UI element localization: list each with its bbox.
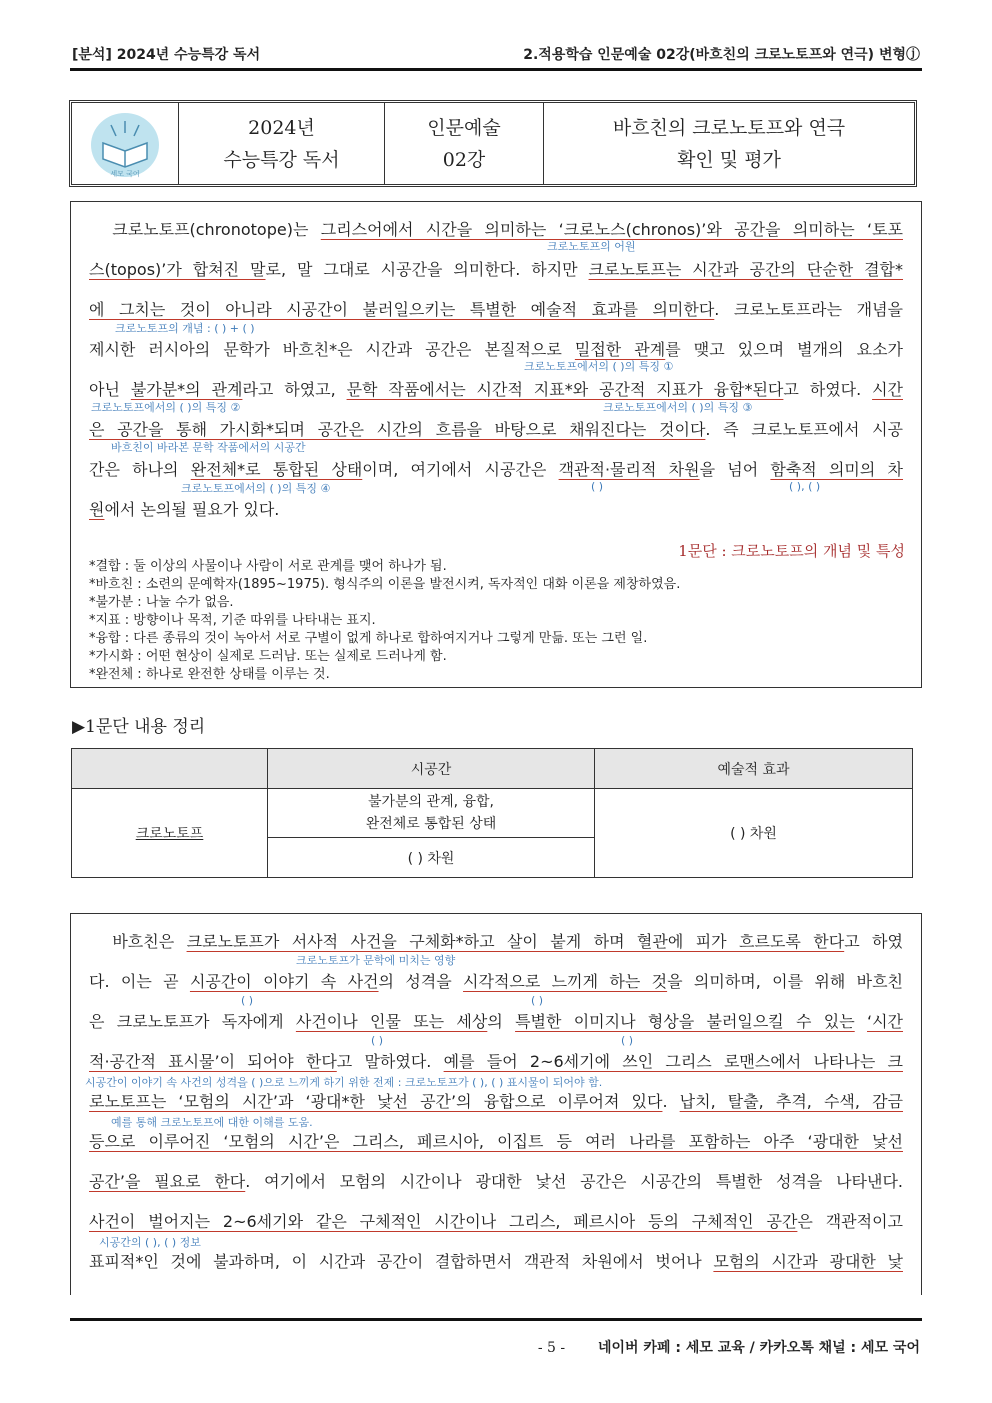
title-lesson: 02강 — [442, 148, 486, 171]
passage-text: . 크로노토프라는 개념을 — [714, 300, 903, 319]
definition-item: *가시화 : 어떤 현상이 실제로 드러남. 또는 실제로 드러나게 함. — [89, 649, 447, 664]
passage-text: 제시한 러시아의 문학가 바흐친*은 시간과 공간은 본질적으로 — [89, 340, 575, 359]
underlined-text: 객관적·물리적 차원 — [558, 460, 700, 479]
passage-text: 로, 말 그대로 시공간을 의미한다. 하지만 — [265, 260, 589, 279]
title-topic: 바흐친의 크로노토프와 연극 — [612, 116, 846, 139]
passage-text: 은 크로노토프가 독자에게 — [89, 1012, 296, 1031]
title-year: 2024년 — [248, 116, 315, 139]
footer-divider — [70, 1318, 922, 1321]
passage-line — [89, 1162, 903, 1202]
title-unit-cell — [385, 103, 544, 184]
passage-text: 크로노토프(chronotope)는 — [89, 220, 321, 239]
annotation: ( ) — [241, 994, 254, 1007]
underlined-text: 완전체*로 통합된 상태 — [190, 460, 363, 479]
footer — [538, 1337, 920, 1357]
passage-line — [89, 210, 903, 250]
page-number: - 5 - — [537, 1340, 566, 1356]
passage-line — [89, 330, 903, 370]
passage-text: 이며, 여기에서 시공간은 — [362, 460, 559, 479]
passage-text: 은 객관적이고 — [797, 1212, 904, 1231]
definition-item: *완전체 : 하나로 완전한 상태를 이루는 것. — [89, 667, 330, 682]
underlined-text: 크로노토프가 서사적 사건을 구체화*하고 살이 붙게 하며 혈관에 피가 흐르도록 한다 — [186, 932, 845, 951]
table-header-effect: 예술적 효과 — [595, 749, 913, 789]
annotation: 크로노토프에서의 ( )의 특징 ③ — [603, 401, 753, 414]
underlined-text: 에 그치는 것이 아니라 시공간이 불러일으키는 특별한 예술적 효과를 의미한다 — [89, 300, 715, 319]
paragraph-summary: 1문단 : 크로노토프의 개념 및 특성 — [678, 542, 905, 560]
definition-item: *지표 : 방향이나 목적, 기준 따위를 나타내는 표지. — [89, 613, 376, 628]
underlined-text: 특별한 이미지나 형상을 불러일으킬 수 있는 — [515, 1012, 855, 1031]
passage-1 — [70, 201, 922, 688]
header-divider — [70, 68, 922, 71]
underlined-text: 불가분*의 관계 — [130, 380, 243, 399]
title-box — [69, 100, 917, 187]
passage-text: 의 성격을 — [378, 972, 464, 991]
passage-text: 고 말하였다. — [336, 1052, 444, 1071]
passage-text: 고 하였 — [844, 932, 903, 951]
summary-table — [71, 748, 913, 878]
passage-text — [855, 1012, 867, 1031]
definitions — [89, 558, 680, 684]
annotation: 시공간의 ( ), ( ) 정보 — [99, 1236, 201, 1249]
table-cell-line: 완전체로 통합된 상태 — [365, 816, 497, 832]
annotation: 크로노토프의 개념 : ( ) + ( ) — [115, 322, 255, 335]
annotation: 크로노토프에서의 ( )의 특징 ④ — [181, 482, 331, 495]
table-row-label: 크로노토프 — [72, 789, 268, 878]
passage-text: . — [662, 1092, 680, 1111]
underlined-text: 함축적 의미의 차 — [770, 460, 904, 479]
underlined-text: 문학 작품에서는 시간적 지표*와 공간적 지표가 융합*된다 — [346, 380, 784, 399]
annotation: ( ) — [371, 1034, 384, 1047]
passage-text: 간은 하나의 — [89, 460, 191, 479]
passage-text: 의 — [487, 1012, 516, 1031]
annotation: 크로노토프에서의 ( )의 특징 ① — [524, 360, 674, 373]
annotation: 크로노토프에서의 ( )의 특징 ② — [91, 401, 241, 414]
passage-line — [89, 1242, 903, 1282]
passage-text: . 즉 크로노토프에서 시공 — [705, 420, 903, 439]
passage-text: 에서 논의될 필요가 있다. — [104, 500, 280, 519]
annotation: 시공간이 이야기 속 사건의 성격을 ( )으로 느끼게 하기 위한 전제 : 크로노토프가 ( ), ( ) 표시물이 되어야 함. — [85, 1076, 603, 1089]
annotation: 크로노토프의 어원 — [547, 240, 636, 253]
underlined-text: 로노토프는 ‘모험의 시간’과 ‘광대*한 낯선 공간’의 융합으로 이루어져 있다 — [89, 1092, 663, 1111]
table-header-spacetime: 시공간 — [268, 749, 595, 789]
underlined-text: 공간’을 필요로 한다 — [89, 1172, 246, 1191]
definition-item: *결합 : 둘 이상의 사물이나 사람이 서로 관계를 맺어 하나가 됨. — [89, 559, 447, 574]
passage-text: 아닌 — [89, 380, 131, 399]
underlined-text: 등으로 이루어진 ‘모험의 시간’은 그리스, 페르시아, 이집트 등 여러 나라를 포함하는 아주 ‘광대한 낯선 — [89, 1132, 903, 1151]
passage-line — [89, 1002, 903, 1042]
underlined-text: 은 공간을 통해 가시화*되며 공간은 시간의 흐름을 바탕으로 채워진다는 것이다 — [89, 420, 706, 439]
book-logo-icon — [83, 109, 167, 179]
logo-cell — [72, 103, 179, 184]
passage-line — [89, 490, 903, 530]
annotation: 바흐친이 바라본 문학 작품에서의 시공간 — [111, 441, 306, 454]
underlined-text: 시간 — [872, 380, 903, 399]
section-title: ▶1문단 내용 정리 — [72, 717, 206, 737]
underlined-text: 사건이 벌어지는 2~6세기와 같은 구체적인 시간이나 그리스, 페르시아 등의 구체적인 공간 — [89, 1212, 798, 1231]
title-topic-cell — [544, 103, 915, 184]
passage-line — [89, 250, 903, 290]
underlined-text: 원 — [89, 500, 105, 519]
passage-line — [89, 922, 903, 962]
table-cell-effect-blank: ( ) 차원 — [595, 789, 913, 878]
passage-text: 를 맺고 있으며 별개의 요소가 — [665, 340, 903, 359]
underlined-text: 적·공간적 표시물’이 되어야 한다 — [89, 1052, 337, 1071]
passage-text: 을 넘어 — [699, 460, 771, 479]
title-subtitle: 확인 및 평가 — [677, 148, 781, 171]
annotation: 예를 통해 크로노토프에 대한 이해를 도움. — [111, 1116, 313, 1129]
underlined-text: 밀접한 관계 — [574, 340, 666, 359]
underlined-text: 예를 들어 2~6세기에 쓰인 그리스 로맨스에서 나타나는 크 — [443, 1052, 903, 1071]
underlined-text: 크로노토프는 시간과 공간의 단순한 결합* — [588, 260, 904, 279]
passage-text: 라고 하였고, — [242, 380, 347, 399]
table-cell-line: 불가분의 관계, 융합, — [368, 794, 494, 810]
annotation: ( ) — [621, 1034, 634, 1047]
underlined-text: 사건이나 인물 또는 세상 — [295, 1012, 488, 1031]
annotation: ( ), ( ) — [789, 480, 821, 493]
underlined-text: 시공간이 이야기 속 사건 — [189, 972, 379, 991]
title-book: 수능특강 독서 — [223, 148, 340, 171]
annotation: ( ) — [531, 994, 544, 1007]
passage-text: 을 의미하며, 이를 위해 바흐친 — [667, 972, 904, 991]
underlined-text: 모험의 시간과 광대한 낯 — [713, 1252, 903, 1271]
annotation: 크로노토프가 문학에 미치는 영향 — [296, 954, 456, 967]
header-left-title: [분석] 2024년 수능특강 독서 — [72, 47, 261, 63]
table-corner — [72, 749, 268, 789]
passage-text: 바흐친은 — [89, 932, 187, 951]
definition-item: *융합 : 다른 종류의 것이 녹아서 서로 구별이 없게 하나로 합하여지거나 그렇게 만듦. 또는 그런 일. — [89, 631, 648, 646]
passage-text: 표피적*인 것에 불과하며, 이 시간과 공간이 결합하면서 객관적 차원에서 벗어나 — [89, 1252, 714, 1271]
passage-line — [89, 962, 903, 1002]
underlined-text: 시각적으로 느끼게 하는 것 — [463, 972, 668, 991]
svg-text:세모 국어: 세모 국어 — [110, 169, 140, 178]
table-cell-dimension-blank: ( ) 차원 — [268, 838, 595, 878]
title-category: 인문예술 — [427, 116, 501, 139]
underlined-text: 그리스어에서 시간을 의미하는 ‘크로노스(chronos)’와 공간을 의미하는 ‘토포 — [320, 220, 903, 239]
title-book-cell — [179, 103, 385, 184]
underlined-text: 스(topos)’가 합쳐진 말 — [89, 260, 266, 279]
header-right-title: 2.적용학습 인문예술 02강(바흐친의 크로노토프와 연극) 변형ⓙ — [523, 47, 920, 63]
footer-channel-info: 네이버 카페 : 세모 교육 / 카카오톡 채널 : 세모 국어 — [597, 1340, 920, 1356]
passage-text: . 여기에서 모험의 시간이나 광대한 낯선 공간은 시공간의 특별한 성격을 나타낸다. — [245, 1172, 903, 1191]
definition-item: *불가분 : 나눌 수가 없음. — [89, 595, 234, 610]
passage-2 — [70, 913, 922, 1295]
table-cell-features — [268, 789, 595, 838]
passage-text: 다. 이는 곧 — [89, 972, 190, 991]
underlined-text: 납치, 탈출, 추격, 수색, 감금 — [679, 1092, 904, 1111]
passage-line — [89, 1202, 903, 1242]
annotation: ( ) — [591, 480, 604, 493]
definition-item: *바흐친 : 소련의 문예학자(1895~1975). 형식주의 이론을 발전시켜, 독자적인 대화 이론을 제창하였음. — [89, 577, 681, 592]
underlined-text: ‘시간 — [867, 1012, 904, 1031]
passage-text: 고 하였다. — [783, 380, 873, 399]
